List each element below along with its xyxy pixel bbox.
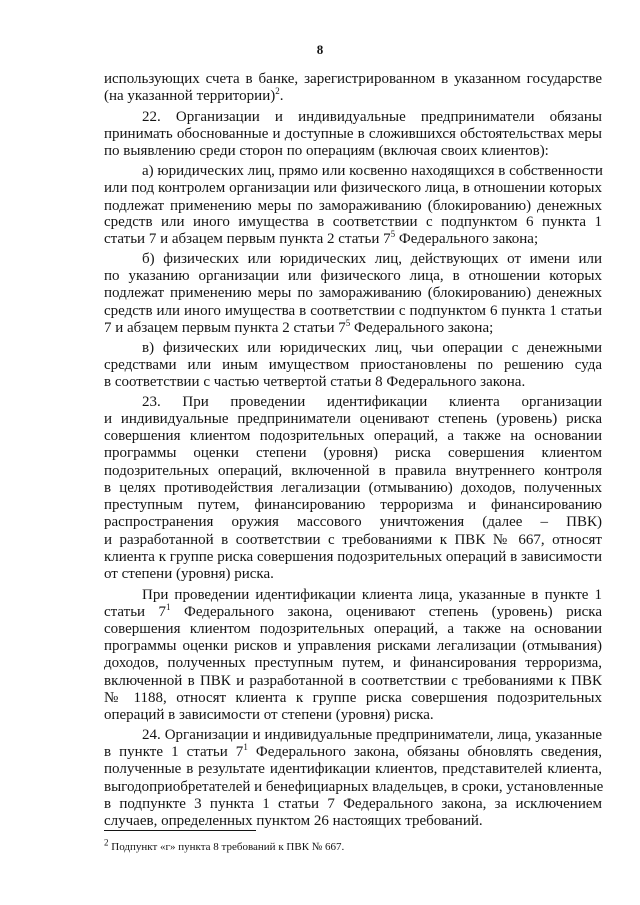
text-line (104, 689, 602, 707)
text-line (104, 531, 602, 549)
text-line (104, 410, 602, 428)
text-line (104, 230, 602, 248)
text-line (104, 125, 602, 143)
text-segment: по выявлению среди сторон по операциям (включая своих клиентов): (104, 143, 549, 159)
text-line (104, 444, 602, 462)
text-line (104, 427, 602, 445)
text-segment: При проведении идентификации клиента лица, указанные в пункте 1 (142, 587, 602, 603)
text-segment: и индивидуальные предприниматели оценивают степень (уровень) риска (104, 411, 602, 427)
footnote-reference: 2 (275, 86, 280, 96)
footnote-separator (104, 830, 256, 831)
footnote-reference: 1 (166, 602, 171, 612)
text-segment: в целях противодействия легализации (отмыванию) доходов, полученных (104, 480, 602, 496)
text-segment: 24. Организации и индивидуальные предприниматели, лица, указанные (142, 727, 602, 743)
text-line (104, 654, 602, 672)
text-line (104, 620, 602, 638)
text-line (104, 795, 602, 813)
text-line (104, 706, 602, 724)
text-line (104, 778, 602, 796)
text-segment: 23. При проведении идентификации клиента организации (142, 394, 602, 410)
footnote-text: Подпункт «г» пункта 8 требований к ПВК № 667. (108, 841, 345, 853)
text-segment: программы оценки рисков и управления рисками легализации (отмывания) (104, 638, 602, 654)
text-line (104, 760, 602, 778)
text-line (104, 284, 602, 302)
text-segment: в пункте 1 статьи 7 (104, 744, 244, 760)
text-line (104, 548, 602, 566)
text-line (104, 213, 602, 231)
text-segment: случаев, определенных пунктом 26 настоящих требований. (104, 813, 483, 829)
text-line (104, 812, 602, 830)
text-line (104, 479, 602, 497)
text-segment: подлежат применению меры по замораживанию (блокированию) денежных (104, 285, 602, 301)
text-segment: № 1188, относят клиента к группе риска совершения подозрительных (104, 690, 602, 706)
footnote-reference: 1 (243, 742, 248, 752)
text-line (104, 513, 602, 531)
text-segment: . (279, 88, 284, 104)
text-segment: в подпункте 3 пункта 1 статьи 7 Федерального закона, за исключением (104, 796, 602, 812)
text-line (104, 302, 602, 320)
text-line (104, 496, 602, 514)
text-segment: 7 и абзацем первым пункта 2 статьи 7 (104, 320, 346, 336)
text-segment: статьи 7 (104, 604, 167, 620)
text-segment: средств или иного имущества в соответствии с подпунктом 6 пункта 1 (104, 214, 602, 230)
text-line (104, 179, 602, 197)
text-line (104, 373, 602, 391)
text-line (104, 603, 602, 621)
text-segment: статьи 7 и абзацем первым пункта 2 статьи 7 (104, 231, 391, 247)
footnote-reference: 5 (390, 229, 396, 239)
text-line (142, 250, 602, 268)
text-segment: или под контролем организации или физического лица, в отношении которых (104, 180, 602, 196)
text-segment: б) физических или юридических лиц, действующих от имени или (142, 251, 602, 267)
text-segment: преступным путем, финансированию терроризма и финансированию (104, 497, 602, 513)
page-number: 8 (316, 42, 324, 57)
footnote-marker: 2 (104, 837, 109, 848)
text-segment: средствами или иным имуществом приостановлены по решению суда (104, 357, 602, 373)
text-line (142, 726, 602, 744)
text-segment: включенной в ПВК и разработанной в соответствии с требованиями к ПВК (104, 673, 602, 689)
text-line (142, 108, 602, 126)
text-line (104, 319, 602, 337)
text-segment: выгодоприобретателей и бенефициарных владельцев, в сроки, установленные (104, 779, 604, 795)
text-line (104, 637, 602, 655)
text-segment: в) физических или юридических лиц, чьи операции с денежными (142, 340, 602, 356)
text-segment: и разработанной в соответствии с требованиями к ПВК № 667, относят (104, 532, 602, 548)
text-segment: операций в зависимости от степени (уровня) риска. (104, 707, 434, 723)
text-segment: а) юридических лиц, прямо или косвенно находящихся в собственности (142, 163, 603, 179)
text-segment: средств или иного имущества в соответствии с подпунктом 6 пункта 1 статьи (104, 303, 602, 319)
text-segment: полученные в результате идентификации клиентов, представителей клиента, (104, 761, 602, 777)
text-line (104, 267, 602, 285)
footnote-reference: 5 (345, 318, 351, 328)
footnote (104, 837, 602, 854)
text-segment: принимать обоснованные и доступные в сложившихся обстоятельствах меры (104, 126, 602, 142)
text-line (104, 142, 602, 160)
text-segment: использующих счета в банке, зарегистрированном в указанном государстве (104, 71, 602, 87)
text-segment: по указанию организации или физического лица, в отношении которых (104, 268, 602, 284)
text-line (104, 743, 602, 761)
text-segment: распространения оружия массового уничтожения (далее – ПВК) (104, 514, 602, 530)
text-line (104, 87, 602, 105)
text-line (104, 70, 602, 88)
text-line (142, 393, 602, 411)
text-segment: совершения клиентом подозрительных операций, а также на основании (104, 621, 602, 637)
text-segment: 22. Организации и индивидуальные предприниматели обязаны (142, 109, 602, 125)
text-segment: доходов, полученных преступным путем, и финансирования терроризма, (104, 655, 602, 671)
text-line (104, 565, 602, 583)
text-segment: от степени (уровня) риска. (104, 566, 274, 582)
text-line (104, 672, 602, 690)
text-segment: Федерального закона, обязаны обновлять сведения, (247, 744, 603, 760)
text-segment: Федерального закона, оценивают степень (уровень) риска (170, 604, 603, 620)
text-line (142, 339, 602, 357)
text-segment: в соответствии с частью четвертой статьи 8 Федерального закона. (104, 374, 526, 390)
text-line (104, 356, 602, 374)
text-segment: совершения клиентом подозрительных операций, а также на основании (104, 428, 602, 444)
text-segment: программы оценки степени (уровня) риска совершения клиентом (104, 445, 602, 461)
text-segment: клиента к группе риска совершения подозрительных операций в зависимости (104, 549, 602, 565)
text-segment: Федерального закона; (395, 231, 539, 247)
text-line (104, 462, 602, 480)
text-segment: Федерального закона; (350, 320, 494, 336)
text-segment: (на указанной территории) (104, 88, 276, 104)
text-line (142, 162, 602, 180)
text-segment: подлежат применению меры по замораживанию (блокированию) денежных (104, 198, 602, 214)
text-line (142, 586, 602, 604)
text-segment: подозрительных операций, включенной в правила внутреннего контроля (104, 463, 602, 479)
